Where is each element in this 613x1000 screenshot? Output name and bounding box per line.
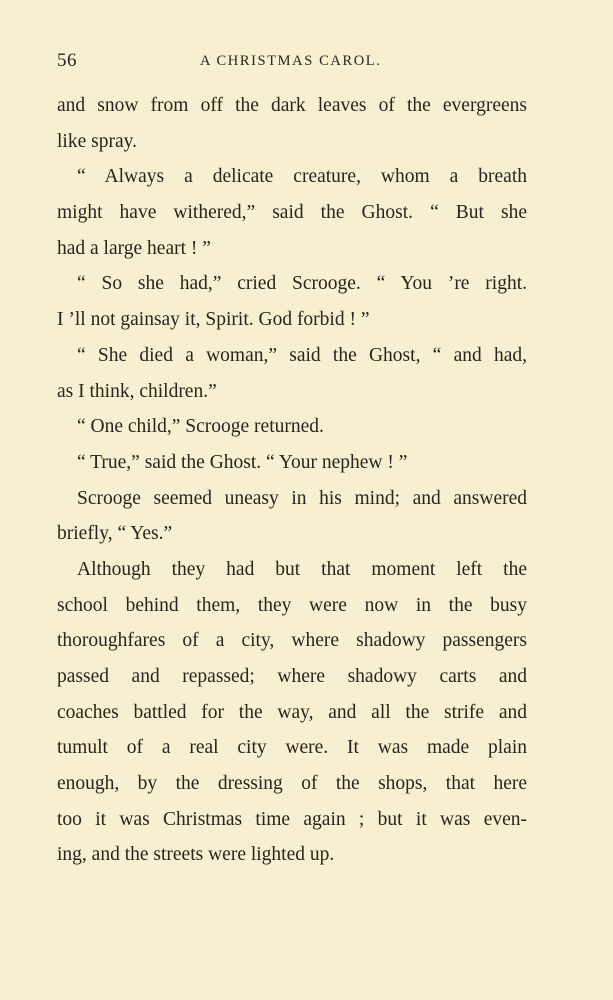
text-line: “ She died a woman,” said the Ghost, “ and had, — [77, 344, 527, 366]
text-line: “ Always a delicate creature, whom a breath — [77, 166, 527, 188]
body-text — [57, 88, 527, 873]
page-number: 56 — [57, 50, 77, 71]
text-line: I ’ll not gainsay it, Spirit. God forbid ! ” — [57, 309, 370, 331]
text-line: “ One child,” Scrooge returned. — [77, 416, 324, 438]
text-line: had a large heart ! ” — [57, 237, 211, 259]
text-line: Scrooge seemed uneasy in his mind; and answered — [77, 487, 527, 509]
text-line: as I think, children.” — [57, 380, 217, 402]
text-line: coaches battled for the way, and all the strife and — [57, 701, 527, 723]
text-line: thoroughfares of a city, where shadowy passengers — [57, 630, 527, 652]
text-line: “ True,” said the Ghost. “ Your nephew ! ” — [77, 451, 408, 473]
text-line: too it was Christmas time again ; but it was even- — [57, 808, 527, 830]
text-line: school behind them, they were now in the busy — [57, 594, 527, 616]
text-line: briefly, “ Yes.” — [57, 523, 173, 545]
text-line: passed and repassed; where shadowy carts and — [57, 666, 527, 687]
text-line: like spray. — [57, 130, 137, 152]
text-line: enough, by the dressing of the shops, that here — [57, 773, 527, 795]
text-line: and snow from off the dark leaves of the evergreens — [57, 95, 527, 116]
text-line: ing, and the streets were lighted up. — [57, 844, 335, 866]
running-head — [57, 50, 527, 74]
text-line: might have withered,” said the Ghost. “ But she — [57, 202, 527, 224]
running-title: A CHRISTMAS CAROL. — [200, 53, 382, 69]
text-line: tumult of a real city were. It was made plain — [57, 737, 527, 759]
text-line: “ So she had,” cried Scrooge. “ You ’re right. — [77, 273, 527, 295]
text-line: Although they had but that moment left the — [77, 558, 527, 580]
